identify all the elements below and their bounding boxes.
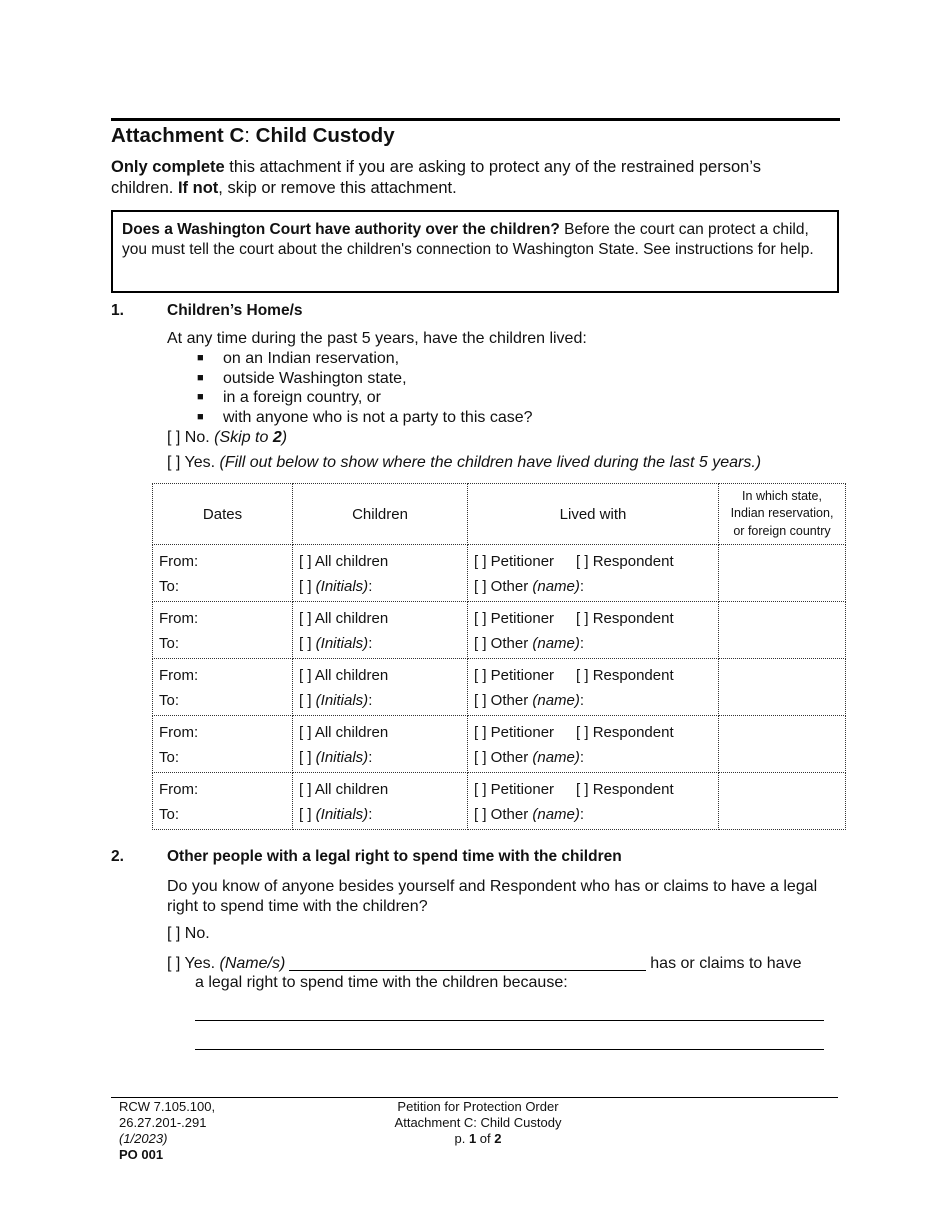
- location-cell[interactable]: [719, 659, 846, 716]
- children-cell: [293, 602, 468, 659]
- lived-with-cell: [468, 602, 719, 659]
- page-number: p. 1 of 2: [454, 1131, 502, 1146]
- from-date-field[interactable]: From:: [159, 610, 199, 627]
- initials-checkbox[interactable]: [ ] (Initials):: [299, 578, 373, 595]
- lived-with-cell: [468, 716, 719, 773]
- column-header-dates: Dates: [153, 484, 293, 545]
- other-checkbox[interactable]: [ ] Other (name):: [474, 578, 585, 595]
- to-date-field[interactable]: To:: [159, 692, 180, 709]
- dates-cell: [153, 602, 293, 659]
- list-item: ■ in a foreign country, or: [197, 389, 382, 406]
- children-cell: [293, 716, 468, 773]
- to-date-field[interactable]: To:: [159, 749, 180, 766]
- children-cell: [293, 659, 468, 716]
- table-row: [153, 716, 846, 773]
- authority-notice-box: Does a Washington Court have authority over the children? Before the court can protect a child, you must tell the court about the children's connection to Washington State. See instructions for help.: [111, 210, 839, 293]
- from-date-field[interactable]: From:: [159, 724, 199, 741]
- all-children-checkbox[interactable]: [ ] All children: [299, 667, 389, 684]
- respondent-checkbox[interactable]: [ ] Respondent: [576, 553, 674, 570]
- all-children-checkbox[interactable]: [ ] All children: [299, 724, 389, 741]
- dates-cell: [153, 659, 293, 716]
- children-cell: [293, 773, 468, 830]
- names-input-line[interactable]: [289, 954, 646, 971]
- children-cell: [293, 545, 468, 602]
- residence-history-table: [152, 483, 846, 830]
- table-row: [153, 602, 846, 659]
- column-header-lived-with: Lived with: [468, 484, 719, 545]
- yes-checkbox[interactable]: [ ]: [167, 955, 181, 972]
- option-no-section-2: [ ] No.: [167, 925, 210, 942]
- initials-checkbox[interactable]: [ ] (Initials):: [299, 635, 373, 652]
- initials-checkbox[interactable]: [ ] (Initials):: [299, 692, 373, 709]
- location-cell[interactable]: [719, 545, 846, 602]
- respondent-checkbox[interactable]: [ ] Respondent: [576, 610, 674, 627]
- residence-bullet-list: [197, 349, 533, 427]
- all-children-checkbox[interactable]: [ ] All children: [299, 610, 389, 627]
- list-item: ■ on an Indian reservation,: [197, 350, 400, 367]
- footer-rule: [111, 1097, 838, 1098]
- location-cell[interactable]: [719, 602, 846, 659]
- option-yes-section-2: [ ] Yes. (Name/s) has or claims to have: [167, 955, 802, 972]
- respondent-checkbox[interactable]: [ ] Respondent: [576, 781, 674, 798]
- intro-paragraph: Only complete this attachment if you are asking to protect any of the restrained person’s children. If not, skip or remove this attachment.: [111, 158, 761, 197]
- table-row: [153, 659, 846, 716]
- section-2-continuation: a legal right to spend time with the children because:: [195, 974, 568, 991]
- dates-cell: [153, 716, 293, 773]
- option-yes-section-1: [ ] Yes. (Fill out below to show where the children have lived during the last 5 years.): [167, 454, 762, 471]
- other-checkbox[interactable]: [ ] Other (name):: [474, 692, 585, 709]
- table-row: [153, 545, 846, 602]
- from-date-field[interactable]: From:: [159, 781, 199, 798]
- lived-with-cell: [468, 659, 719, 716]
- section-1-number: 1.: [111, 302, 124, 319]
- lived-with-cell: [468, 773, 719, 830]
- petitioner-checkbox[interactable]: [ ] Petitioner: [474, 553, 555, 570]
- table-row: [153, 773, 846, 830]
- option-no-section-1: [ ] No. (Skip to 2): [167, 429, 288, 446]
- section-2-question: Do you know of anyone besides yourself and Respondent who has or claims to have a legal right to spend time with the children?: [167, 878, 818, 915]
- section-1-question: At any time during the past 5 years, have the children lived:: [167, 330, 587, 347]
- from-date-field[interactable]: From:: [159, 667, 199, 684]
- petitioner-checkbox[interactable]: [ ] Petitioner: [474, 667, 555, 684]
- other-checkbox[interactable]: [ ] Other (name):: [474, 635, 585, 652]
- reason-input-line-2[interactable]: [195, 1049, 824, 1050]
- to-date-field[interactable]: To:: [159, 635, 180, 652]
- petitioner-checkbox[interactable]: [ ] Petitioner: [474, 724, 555, 741]
- no-checkbox[interactable]: [ ]: [167, 429, 181, 446]
- section-2-title: Other people with a legal right to spend time with the children: [167, 848, 622, 865]
- other-checkbox[interactable]: [ ] Other (name):: [474, 806, 585, 823]
- petitioner-checkbox[interactable]: [ ] Petitioner: [474, 781, 555, 798]
- column-header-location: In which state, Indian reservation, or foreign country: [719, 484, 846, 545]
- yes-checkbox[interactable]: [ ]: [167, 454, 181, 471]
- column-header-children: Children: [293, 484, 468, 545]
- all-children-checkbox[interactable]: [ ] All children: [299, 553, 389, 570]
- initials-checkbox[interactable]: [ ] (Initials):: [299, 806, 373, 823]
- location-cell[interactable]: [719, 773, 846, 830]
- page-title: Attachment C: Child Custody: [111, 124, 395, 147]
- title-rule: [111, 118, 840, 121]
- initials-checkbox[interactable]: [ ] (Initials):: [299, 749, 373, 766]
- footer-citation: RCW 7.105.100, 26.27.201-.291 (1/2023) PO 001: [119, 1099, 216, 1162]
- other-checkbox[interactable]: [ ] Other (name):: [474, 749, 585, 766]
- dates-cell: [153, 773, 293, 830]
- table-header-row: [153, 484, 846, 545]
- respondent-checkbox[interactable]: [ ] Respondent: [576, 724, 674, 741]
- reason-input-line-1[interactable]: [195, 1020, 824, 1021]
- to-date-field[interactable]: To:: [159, 578, 180, 595]
- section-1-title: Children’s Home/s: [167, 302, 303, 319]
- list-item: ■ with anyone who is not a party to this case?: [197, 408, 533, 426]
- petitioner-checkbox[interactable]: [ ] Petitioner: [474, 610, 555, 627]
- footer-form-title: Petition for Protection Order Attachment C: Child Custody p. 1 of 2: [378, 1099, 578, 1147]
- location-cell[interactable]: [719, 716, 846, 773]
- to-date-field[interactable]: To:: [159, 806, 180, 823]
- list-item: ■ outside Washington state,: [197, 369, 407, 387]
- dates-cell: [153, 545, 293, 602]
- all-children-checkbox[interactable]: [ ] All children: [299, 781, 389, 798]
- section-2-number: 2.: [111, 848, 124, 865]
- respondent-checkbox[interactable]: [ ] Respondent: [576, 667, 674, 684]
- from-date-field[interactable]: From:: [159, 553, 199, 570]
- lived-with-cell: [468, 545, 719, 602]
- no-checkbox[interactable]: [ ]: [167, 925, 181, 942]
